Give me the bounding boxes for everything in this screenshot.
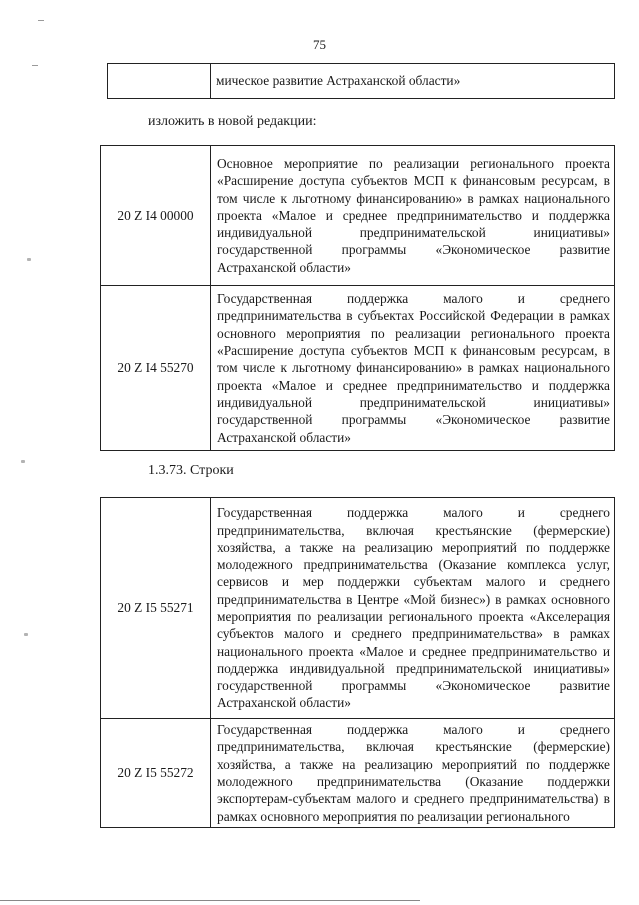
- margin-mark: [24, 633, 28, 636]
- section-heading: 1.3.73. Строки: [148, 463, 234, 478]
- code-cell: [108, 64, 211, 99]
- table-row: [101, 719, 615, 828]
- margin-mark: [21, 460, 25, 463]
- page-number: 75: [313, 37, 326, 52]
- description-cell: Государственная поддержка малого и среднего предпринимательства, включая крестьянские (фермерские) хозяйства, а также на реализацию мероприятий по поддержке молодежного предпринимательства (Оказание поддержки экспортерам-субъектам малого и среднего предпринимательства) в рамках основного мероприятия по реализации регионального: [211, 719, 615, 828]
- code-cell: 20 Z I5 55271: [101, 498, 211, 719]
- code-cell: 20 Z I5 55272: [101, 719, 211, 828]
- top-fragment-table: [107, 63, 615, 99]
- table-row: [108, 64, 615, 99]
- instruction-paragraph: изложить в новой редакции:: [148, 114, 317, 129]
- description-cell: Государственная поддержка малого и среднего предпринимательства в субъектах Российской Федерации в рамках основного мероприятия по реализации регионального проекта «Расширение доступа субъектов МСП к финансовым ресурсам, в том числе к льготному финансированию» в рамках национального проекта «Малое и среднее предпринимательство и поддержка индивидуальной предпринимательской инициативы» государственной программы «Экономическое развитие Астраханской области»: [211, 286, 615, 451]
- margin-mark: [27, 258, 31, 261]
- margin-mark: [38, 20, 44, 21]
- margin-mark: [32, 65, 38, 66]
- new-edition-table: [100, 145, 615, 451]
- page-bottom-edge: [0, 900, 420, 901]
- code-cell: 20 Z I4 55270: [101, 286, 211, 451]
- description-cell: Основное мероприятие по реализации регионального проекта «Расширение доступа субъектов МСП к финансовым ресурсам, в том числе к льготному финансированию» в рамках национального проекта «Малое и среднее предпринимательство и поддержка индивидуальной предпринимательской инициативы» государственной программы «Экономическое развитие Астраханской области»: [211, 146, 615, 286]
- description-cell: Государственная поддержка малого и среднего предпринимательства, включая крестьянские (фермерские) хозяйства, а также на реализацию мероприятий по поддержке молодежного предпринимательства (Оказание комплекса услуг, сервисов и мер поддержки субъектам малого и среднего предпринимательства в Центре «Мой бизнес») в рамках основного мероприятия по реализации регионального проекта «Акселерация субъектов малого и среднего предпринимательства» в рамках национального проекта «Малое и среднее предпринимательство и поддержка индивидуальной предпринимательской инициативы» государственной программы «Экономическое развитие Астраханской области»: [211, 498, 615, 719]
- table-row: [101, 498, 615, 719]
- description-cell: мическое развитие Астраханской области»: [211, 64, 615, 99]
- code-cell: 20 Z I4 00000: [101, 146, 211, 286]
- table-row: [101, 146, 615, 286]
- rows-table: [100, 497, 615, 828]
- table-row: [101, 286, 615, 451]
